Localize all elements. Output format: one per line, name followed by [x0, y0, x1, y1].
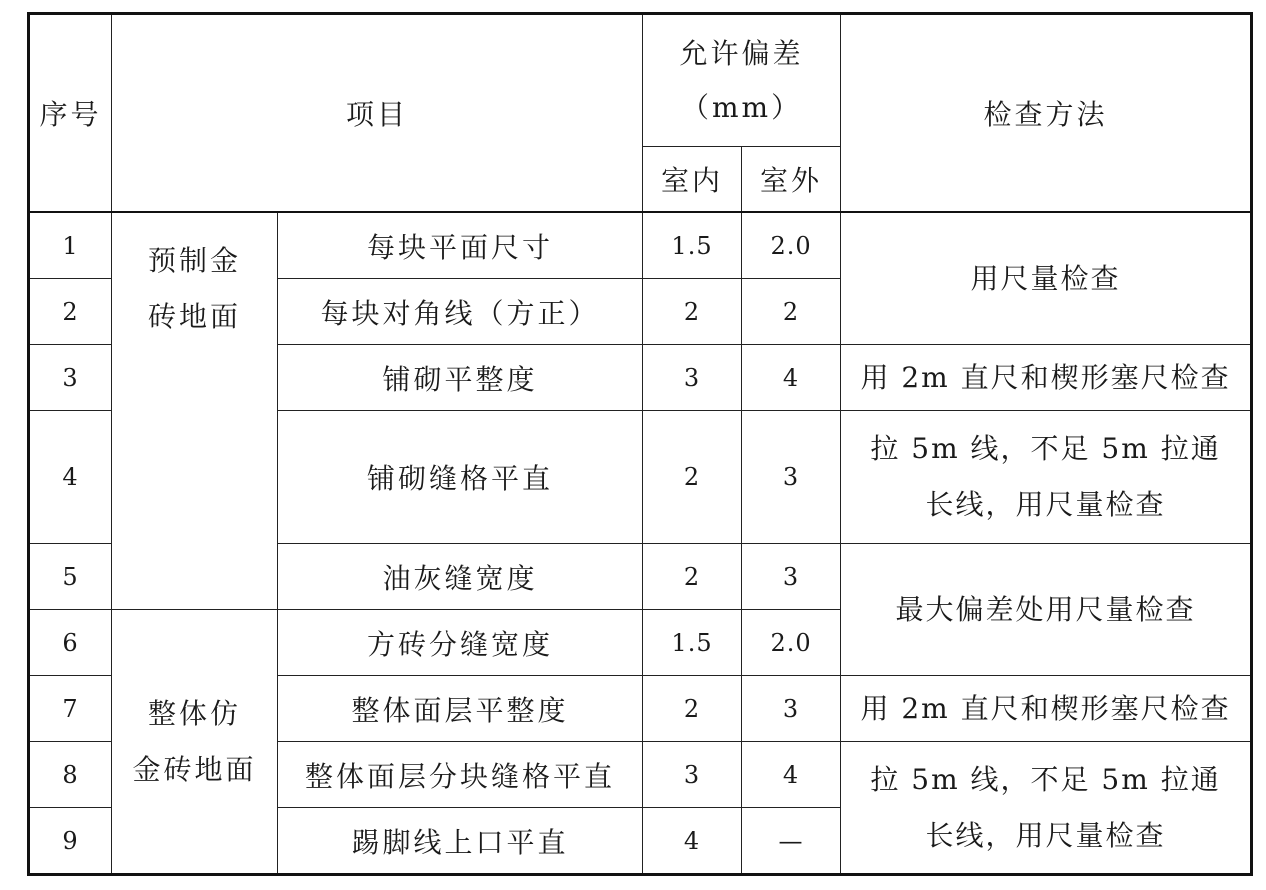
method-cell: [841, 411, 1252, 544]
header-seq: 序号: [29, 14, 112, 213]
row-outdoor: 3: [742, 544, 841, 610]
row-indoor: 1.5: [643, 212, 742, 279]
header-tolerance-line1: 允许偏差: [679, 36, 804, 70]
category-integral-brick: [112, 610, 278, 875]
row-item: 油灰缝宽度: [278, 544, 643, 610]
row-item: 整体面层平整度: [278, 676, 643, 742]
row-outdoor: 2.0: [742, 212, 841, 279]
row-indoor: 2: [643, 676, 742, 742]
row-outdoor: 4: [742, 345, 841, 411]
category-precast-line1: 预制金: [147, 244, 241, 277]
row-item: 整体面层分块缝格平直: [278, 742, 643, 808]
tolerance-table: [27, 12, 1253, 876]
row-item: 铺砌平整度: [278, 345, 643, 411]
row-indoor: 2: [643, 411, 742, 544]
row-item: 每块对角线（方正）: [278, 279, 643, 345]
row-outdoor: 3: [742, 676, 841, 742]
row-indoor: 2: [643, 279, 742, 345]
tolerance-table-container: [27, 12, 1253, 876]
category-precast-brick: [112, 212, 278, 610]
category-integral-line2: 金砖地面: [132, 752, 257, 786]
row-no: 9: [29, 808, 112, 875]
row-no: 5: [29, 544, 112, 610]
header-indoor: 室内: [643, 147, 742, 213]
row-outdoor: 3: [742, 411, 841, 544]
category-integral-line1: 整体仿: [147, 696, 241, 730]
method-line1: 拉 5m 线，不足 5m 拉通: [870, 762, 1221, 796]
category-precast-line2: 砖地面: [147, 300, 241, 333]
row-no: 1: [29, 212, 112, 279]
header-tolerance: [643, 14, 841, 147]
header-item: 项目: [112, 14, 643, 213]
method-line2: 长线，用尺量检查: [925, 818, 1166, 852]
row-no: 2: [29, 279, 112, 345]
row-outdoor: —: [742, 808, 841, 875]
row-outdoor: 2: [742, 279, 841, 345]
row-no: 7: [29, 676, 112, 742]
row-indoor: 3: [643, 345, 742, 411]
row-no: 8: [29, 742, 112, 808]
method-line1: 拉 5m 线，不足 5m 拉通: [870, 432, 1221, 465]
row-no: 3: [29, 345, 112, 411]
header-method: 检查方法: [841, 14, 1252, 213]
row-item: 踢脚线上口平直: [278, 808, 643, 875]
method-cell: 最大偏差处用尺量检查: [841, 544, 1252, 676]
row-indoor: 3: [643, 742, 742, 808]
row-no: 4: [29, 411, 112, 544]
row-indoor: 4: [643, 808, 742, 875]
row-item: 每块平面尺寸: [278, 212, 643, 279]
method-cell: 用尺量检查: [841, 212, 1252, 345]
table-row: [29, 212, 1252, 279]
row-indoor: 2: [643, 544, 742, 610]
method-cell: [841, 742, 1252, 875]
method-line2: 长线，用尺量检查: [925, 488, 1166, 521]
header-tolerance-line2: （mm）: [680, 90, 803, 124]
row-outdoor: 4: [742, 742, 841, 808]
row-no: 6: [29, 610, 112, 676]
header-outdoor: 室外: [742, 147, 841, 213]
row-item: 方砖分缝宽度: [278, 610, 643, 676]
row-item: 铺砌缝格平直: [278, 411, 643, 544]
method-cell: 用 2m 直尺和楔形塞尺检查: [841, 676, 1252, 742]
header-row-top: [29, 14, 1252, 147]
row-outdoor: 2.0: [742, 610, 841, 676]
method-cell: 用 2m 直尺和楔形塞尺检查: [841, 345, 1252, 411]
row-indoor: 1.5: [643, 610, 742, 676]
